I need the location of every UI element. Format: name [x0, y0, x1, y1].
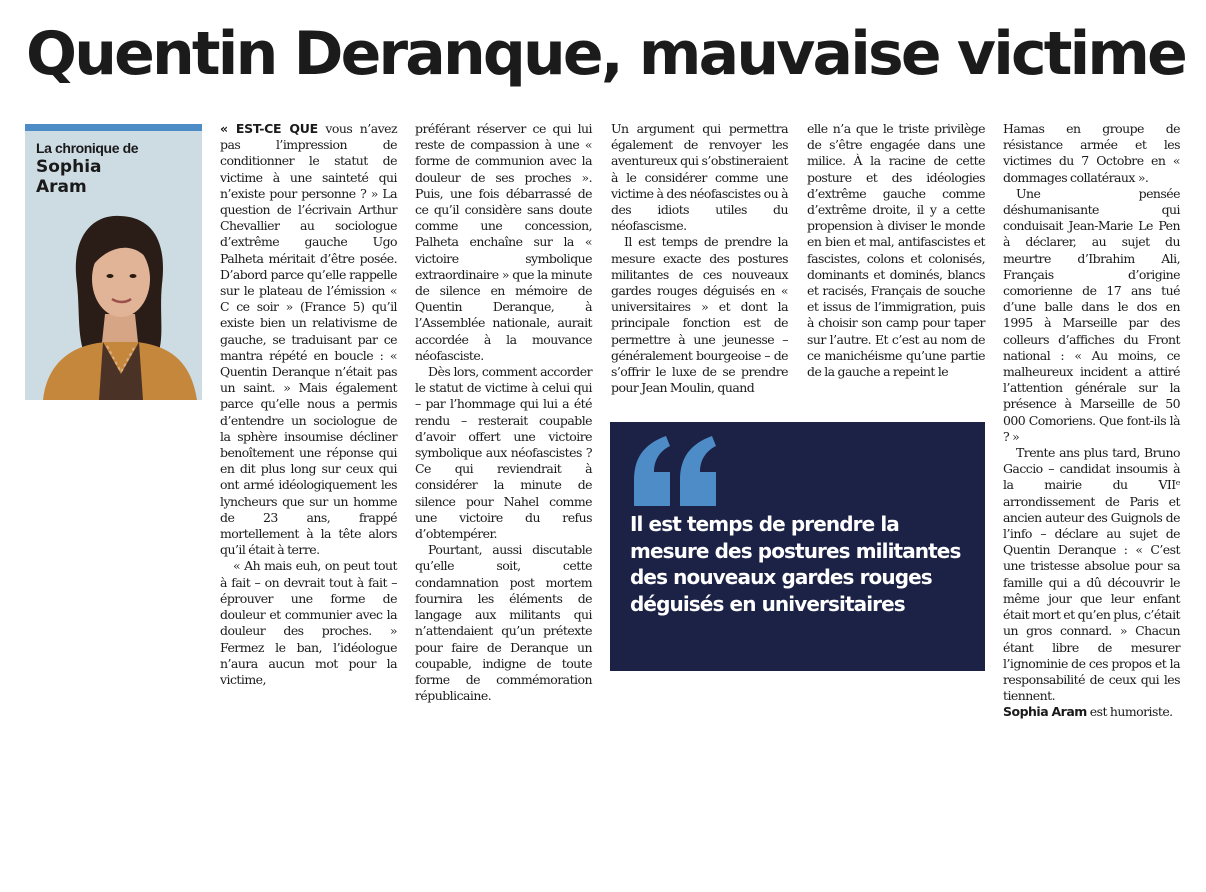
paragraph: elle n’a que le triste privilège de s’être engagée dans une milice. À la racine de cette posture et des idéologies d’extrême gauche comme d’extrême droite, il y a cette propension à diviser le monde en bien et mal, antifascistes et fascistes, colons et colonisés, dominants et dominés, blancs et racisés, Français de souche et issus de l’immigration, puis à choisir son camp pour taper sur l’autre. Et c’est au nom de ce manichéisme qu’une partie de la gauche a repeint le	[807, 121, 985, 380]
paragraph: Dès lors, comment accorder le statut de victime à celui qui – par l’hommage qui lui a été rendu – resterait coupable d’avoir offert une victoire symbolique aux néofascistes ? Ce qui reviendrait à considérer la minute de silence pour Nahel comme une victoire du refus d’obtempérer.	[415, 364, 592, 542]
text-column-1	[220, 121, 397, 688]
paragraph	[220, 121, 397, 558]
signature-name: Sophia Aram	[1003, 704, 1087, 720]
paragraph: « Ah mais euh, on peut tout à fait – on devrait tout à fait – éprouver une forme de douleur et communier avec la douleur des proches. » Fermez le ban, l’idéologue n’aura aucun mot pour la victime,	[220, 558, 397, 687]
paragraph: Pourtant, aussi discutable qu’elle soit, cette condamnation post mortem fournira les éléments de langage aux militants qui n’attendaient qu’un prétexte pour faire de Deranque un coupable, indigne de toute forme de commémoration républicaine.	[415, 542, 592, 704]
text-column-2	[415, 121, 592, 704]
author-name: Sophia Aram	[36, 157, 102, 197]
paragraph: Hamas en groupe de résistance armée et les victimes du 7 Octobre en « dommages collatéraux ».	[1003, 121, 1180, 185]
article-title: Quentin Deranque, mauvaise victime	[26, 19, 1185, 89]
quote-mark-icon	[630, 436, 720, 506]
paragraph: Il est temps de prendre la mesure exacte des postures militantes de ces nouveaux gardes rouges déguisés en « universitaires » et dont la principale fonction est de permettre à une jeunesse – généralement bourgeoise – de s’offrir le luxe de se prendre pour Jean Moulin, quand	[611, 234, 788, 396]
text-column-5	[1003, 121, 1180, 721]
signature-text: est humoriste.	[1086, 704, 1173, 720]
author-box	[25, 124, 202, 400]
accent-bar	[25, 124, 202, 131]
pull-quote-text: Il est temps de prendre la mesure des postures militantes des nouveaux gardes rouges déguisés en universitaires	[630, 512, 961, 616]
paragraph: préférant réserver ce qui lui reste de compassion à une « forme de communion avec la douleur de ses proches ». Puis, une fois débarrassé de ce qu’il considère sans doute comme une concession, Palheta enchaîne sur la « victoire symbolique extraordinaire » que la minute de silence en mémoire de Quentin Deranque, à l’Assemblée nationale, aurait accordée à la mouvance néofasciste.	[415, 121, 592, 363]
author-signature	[1003, 704, 1180, 720]
paragraph: Trente ans plus tard, Bruno Gaccio – candidat insoumis à la mairie du VIIᵉ arrondissement de Paris et ancien auteur des Guignols de l’info – déclare au sujet de Quentin Deranque : « C’est une tristesse absolue pour sa famille qui a dû découvrir le même jour que leur enfant était mort et qu’en plus, c’était un gros connard. » Chacun étant libre de mesurer l’ignominie de ces propos et la responsabilité de ceux qui les tiennent.	[1003, 445, 1180, 704]
pull-quote	[610, 422, 985, 671]
paragraph: Une pensée déshumanisante qui conduisait Jean-Marie Le Pen à déclarer, au sujet du meurtre d’Ibrahim Ali, Français d’origine comorienne de 17 ans tué d’une balle dans le dos en 1995 à Marseille par des colleurs d’affiches du Front national : « Au moins, ce malheureux incident a attiré l’attention générale sur la présence à Marseille de 50 000 Comoriens. Que font-ils là ? »	[1003, 185, 1180, 444]
paragraph-text: vous n’avez pas l’impression de conditionner le statut de victime à une sainteté qui n’existe pour personne ? » La question de l’écrivain Arthur Chevallier au sociologue d’extrême gauche Ugo Palheta méritait d’être posée. D’abord parce qu’elle rappelle sur le plateau de l’émission « C ce soir » (France 5) qu’il existe bien un relativisme de gauche, se traduisant par ce mantra répété en boucle : « Quentin Deranque n’était pas un saint. » Mais également parce qu’elle nous a permis d’entendre un sociologue de la sphère insoumise décliner benoîtement une réponse qui en dit plus long sur ceux qui ont armé idéologiquement les lyncheurs que sur un homme de 23 ans, frappé mortellement à la tête alors qu’il était à terre.	[220, 121, 397, 558]
text-column-4	[807, 121, 985, 380]
text-column-3	[611, 121, 788, 396]
paragraph: Un argument qui permettra également de renvoyer les aventureux qui s’obstineraient à le considérer comme une victime à des néofascistes ou à des idiots utiles du néofascisme.	[611, 121, 788, 234]
lead-in-caps: « EST-CE QUE	[220, 121, 318, 136]
column-kicker: La chronique de	[36, 140, 139, 156]
